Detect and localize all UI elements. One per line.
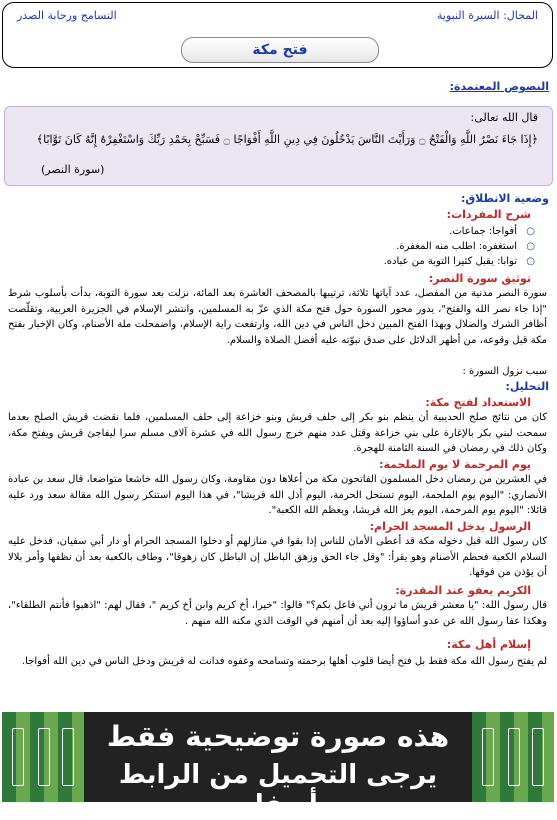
bullet-icon: ○: [526, 256, 535, 267]
paragraph-forgive: قال رسول الله: "يا معشر قريش ما ترون أني فاعل بكم؟" قالوا: "خيرا، أخ كريم وابن أخ كريم "، فقال لهم: "اذهبوا فأنتم الطلقاء"، وهكذا عفا رسول الله عن عدو أساؤوا إليه بعد أن أمنهم في الوقت الذي مكنه الله منهم .: [8, 600, 547, 627]
theme-label: التسامح ورحابة الصدر: [17, 9, 117, 22]
paragraph-doc: سورة النصر مدنية من المفصل، عدد آياتها ثلاثة، ترتيبها بالمصحف العاشرة بعد المائة، نزلت بعد سورة التوبة، بدأت بأسلوب شرط "إذا جاء نصر الله والفتح"، يدور محور السورة حول فتح مكة الذي عزّ به المسلمين، وانتشر الإسلام في الجزيرة العربية، وتقلّصت أظافر الشرك والضلال وبهذا الفتح المبين دخل الناس في دين الله، وارتفعت راية الإسلام، واضمحلت ملة الأصنام، وكان الإخبار بفتح مكة قبل وقوعه، من أظهر الدلائل على صدق نبوّته عليه أفضل الصلاة والسلام.: [8, 288, 547, 346]
paragraph-mercy: في العشرين من رمضان دخل المسلمون الفاتحون مكة من أعلاها دون مقاومة، وكان رسول الله خاشعا متواضعا، قال سعد بن عبادة الأنصاري: "اليوم يوم الملحمة، اليوم تستحل الحرمة، اليوم أذل الله قريشا"، في هذا اليوم استنكر رسول الله مقالة سعد ورد عليه قائلا: "اليوم يوم المرحمة، اليوم يعز الله قريشا، ويعظم الله الكعبة".: [8, 474, 547, 516]
section-forgive: الكريم يعفو عند المقدرة:: [395, 584, 531, 597]
book-icon: [62, 728, 74, 786]
section-mercy: يوم المرحمة لا يوم الملحمة:: [379, 458, 531, 471]
section-vocab: شرح المفردات:: [446, 208, 531, 221]
book-icon: [508, 728, 520, 786]
section-analysis: التحليل:: [505, 380, 549, 393]
book-icon: [12, 728, 24, 786]
vocab-item: استغفره: اطلب منه المغفرة.: [396, 241, 517, 252]
book-decoration-right: [472, 712, 554, 802]
vocab-item: أفواجا: جماعات.: [449, 226, 517, 237]
book-icon: [38, 728, 50, 786]
section-islam: إسلام أهل مكة:: [446, 638, 531, 651]
paragraph-enter: كان رسول الله قبل دخوله مكة قد أعطى الأمان للناس إذا بقوا في منازلهم أو دخلوا المسجد الحرام أو دار أبي سفيان، فدخل عليه السلام الكعبة فحطم الأصنام وهو يقرأ: "وقل جاء الحق وزهق الباطل إن الباطل كان زهوقا"، وطاف بالكعبة بعد أن نظفها وأمر بلالا أن يؤذن من فوقها.: [8, 536, 547, 578]
field-label: المجال: السيرة النبوية: [437, 9, 538, 22]
paragraph-prep: كان من نتائج صلح الحديبية أن ينظم بنو بكر إلى حلف قريش وبنو خزاعة إلى حلف المسلمين، فلما نقضت قريش الصلح بعدما سمحت لبني بكر بالإغارة على بني خزاعة وقتل عدد منهم خرج رسول الله في عشرة آلاف مسلم سرا ليفاجئ قريش ويفتح مكة، وكان ذلك في رمضان في السنة الثامنة للهجرة.: [8, 412, 547, 454]
book-icon: [482, 728, 494, 786]
paragraph-cause: سبب نزول السورة :: [462, 366, 547, 377]
quote-lead: قال الله تعالى:: [470, 111, 538, 124]
book-icon: [532, 728, 544, 786]
section-doc: توثيق سورة النصر:: [428, 272, 531, 285]
header: [2, 2, 553, 68]
quran-quote-box: [4, 106, 553, 186]
banner-line1: هذه صورة توضيحية فقط: [106, 720, 450, 753]
paragraph-islam: لم يفتح رسول الله مكة فقط بل فتح أيضا قلوب أهلها برحمته وتسامحه وعفوه فدانت له قريش ودخل الناس في دين الله أفواجا.: [21, 656, 547, 667]
section-texts: النصوص المعتمدة:: [449, 80, 549, 93]
page-title: فتح مكة: [181, 37, 379, 63]
bullet-icon: ○: [526, 241, 535, 252]
section-enter: الرسول يدخل المسجد الحرام:: [369, 520, 531, 533]
section-prep: الاستعداد لفتح مكة:: [425, 396, 531, 409]
quote-ayah: ﴿إِذَا جَاءَ نَصْرُ اللَّهِ وَالْفَتْحُ ۝ وَرَأَيْتَ النَّاسَ يَدْخُلُونَ فِي دِينِ اللَّهِ أَفْوَاجًا ۝ فَسَبِّحْ بِحَمْدِ رَبِّكَ وَاسْتَغْفِرْهُ إِنَّهُ كَانَ تَوَّابًا﴾: [36, 133, 538, 146]
vocab-item: توابا: يقبل كثيرا التوبة من عباده.: [383, 256, 517, 267]
preview-banner: [84, 712, 472, 820]
banner-line2: يرجى التحميل من الرابط أسفله: [118, 760, 438, 820]
quote-surah: (سورة النصر): [41, 163, 105, 176]
book-decoration-left: [2, 712, 84, 802]
bullet-icon: ○: [526, 226, 535, 237]
section-situation: وضعية الانطلاق:: [460, 192, 549, 205]
